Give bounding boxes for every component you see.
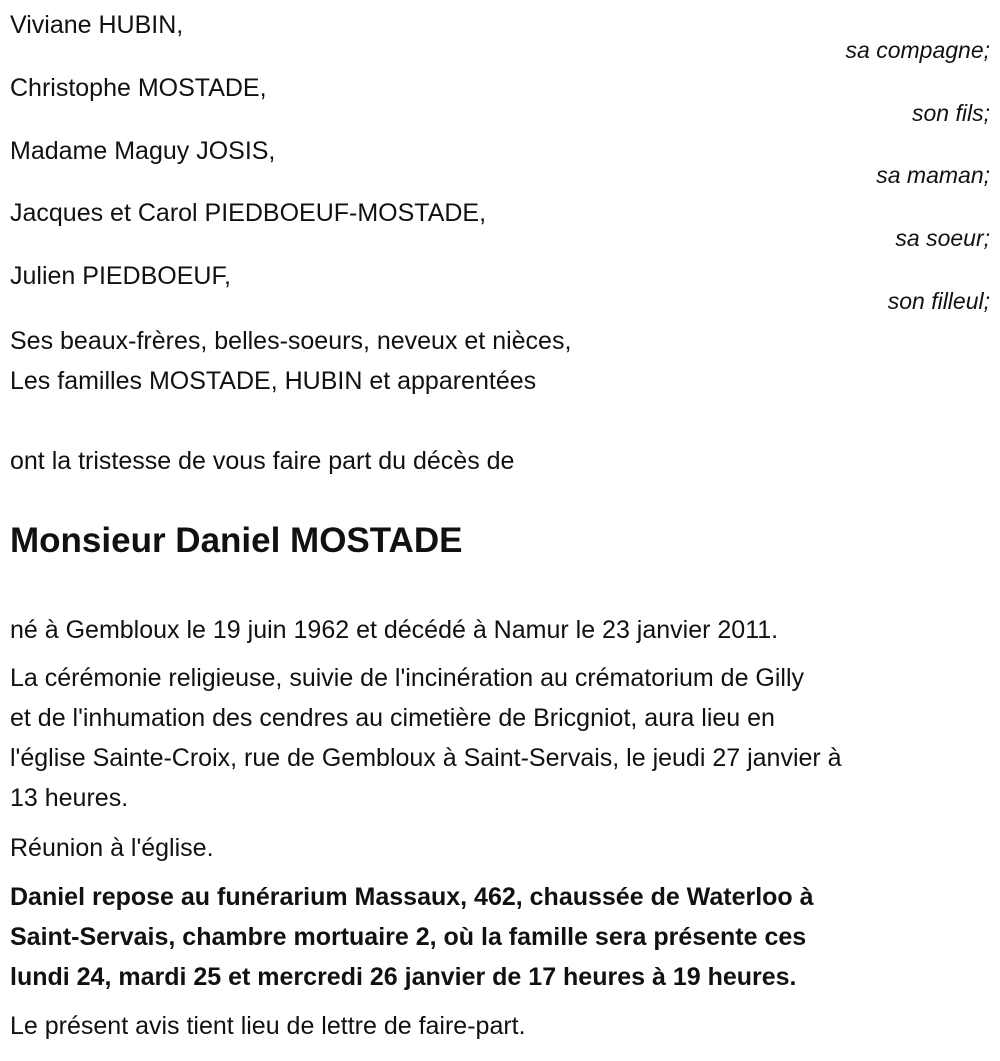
family-relation: sa compagne; [845, 37, 990, 63]
announcement: ont la tristesse de vous faire part du décès de [10, 447, 515, 475]
birth-death: né à Gembloux le 19 juin 1962 et décédé à Namur le 23 janvier 2011. [10, 616, 779, 644]
closing: Le présent avis tient lieu de lettre de faire-part. [10, 1012, 526, 1040]
visitation-line: lundi 24, mardi 25 et mercredi 26 janvier de 17 heures à 19 heures. [10, 963, 797, 991]
ceremony-line: 13 heures. [10, 784, 129, 812]
ceremony-line: et de l'inhumation des cendres au cimetière de Bricgniot, aura lieu en [10, 704, 775, 732]
ceremony-line: l'église Sainte-Croix, rue de Gembloux à Saint-Servais, le jeudi 27 janvier à [10, 744, 842, 772]
family-name: Jacques et Carol PIEDBOEUF-MOSTADE, [10, 199, 487, 227]
deceased-name: Monsieur Daniel MOSTADE [10, 521, 463, 560]
family-name: Julien PIEDBOEUF, [10, 262, 231, 290]
ceremony-line: La cérémonie religieuse, suivie de l'incinération au crématorium de Gilly [10, 664, 805, 692]
family-relation: son fils; [912, 100, 990, 126]
other-relatives: Ses beaux-frères, belles-soeurs, neveux et nièces, [10, 327, 572, 355]
visitation-line: Saint-Servais, chambre mortuaire 2, où la famille sera présente ces [10, 923, 807, 951]
family-relation: son filleul; [887, 288, 990, 314]
visitation-line: Daniel repose au funérarium Massaux, 462, chaussée de Waterloo à [10, 883, 814, 911]
other-families: Les familles MOSTADE, HUBIN et apparentées [10, 367, 537, 395]
family-relation: sa soeur; [895, 225, 990, 251]
family-name: Viviane HUBIN, [10, 11, 184, 39]
family-name: Madame Maguy JOSIS, [10, 137, 276, 165]
family-name: Christophe MOSTADE, [10, 74, 267, 102]
family-relation: sa maman; [876, 162, 990, 188]
meeting: Réunion à l'église. [10, 834, 214, 862]
